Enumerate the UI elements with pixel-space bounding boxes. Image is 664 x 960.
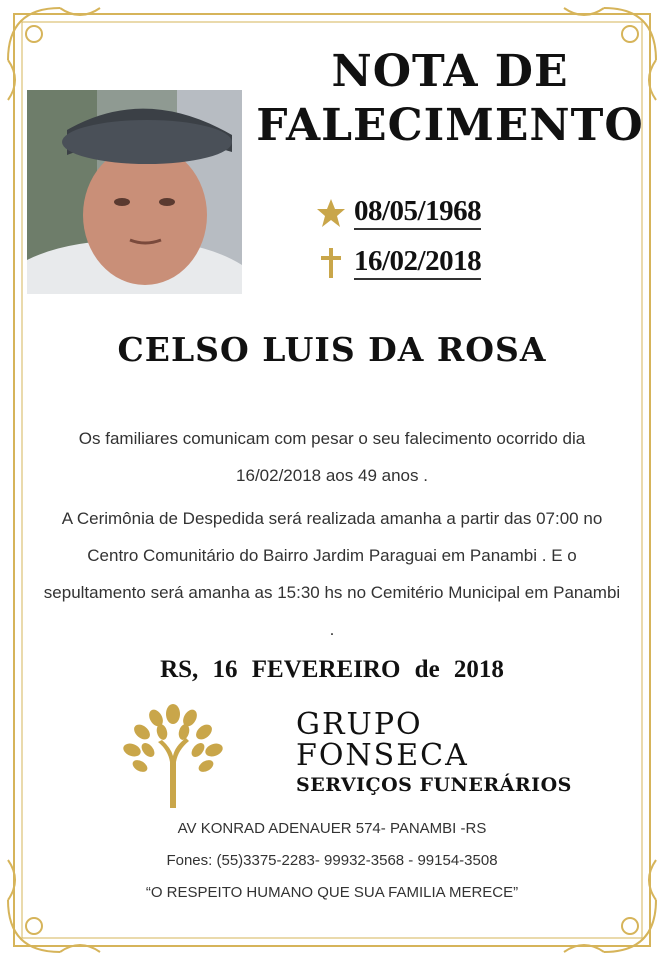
deceased-name: CELSO LUIS DA ROSA <box>117 330 547 369</box>
birth-date-row <box>316 196 481 230</box>
place-and-date: RS, 16 FEVEREIRO de 2018 <box>160 656 504 683</box>
company-tagline: SERVIÇOS FUNERÁRIOS <box>296 774 572 796</box>
birth-date: 08/05/1968 <box>354 196 481 230</box>
deceased-photo <box>27 90 242 294</box>
death-date: 16/02/2018 <box>354 246 481 280</box>
company-name-line-1: GRUPO <box>296 707 423 742</box>
cross-icon <box>316 246 346 280</box>
company-motto: “O RESPEITO HUMANO QUE SUA FAMILIA MERECE” <box>145 884 519 901</box>
star-icon <box>316 196 346 230</box>
company-phones: Fones: (55)3375-2283- 99932-3568 - 99154-3508 <box>166 852 498 869</box>
company-name-line-2: FONSECA <box>296 738 469 773</box>
tree-icon <box>118 700 228 810</box>
announcement-text: Os familiares comunicam com pesar o seu falecimento ocorrido dia 16/02/2018 aos 49 anos . <box>78 429 586 485</box>
ceremony-text: A Cerimônia de Despedida será realizada amanha a partir das 07:00 no Centro Comunitário do Bairro Jardim Paraguai em Panambi . E o sepultamento será amanha as 15:30 hs no Cemitério Municipal em Panambi . <box>43 509 621 639</box>
heading-line-1: NOTA DE <box>331 46 569 97</box>
company-address: AV KONRAD ADENAUER 574- PANAMBI -RS <box>177 820 487 837</box>
death-date-row <box>316 246 481 280</box>
heading-line-2: FALECIMENTO <box>256 100 644 151</box>
